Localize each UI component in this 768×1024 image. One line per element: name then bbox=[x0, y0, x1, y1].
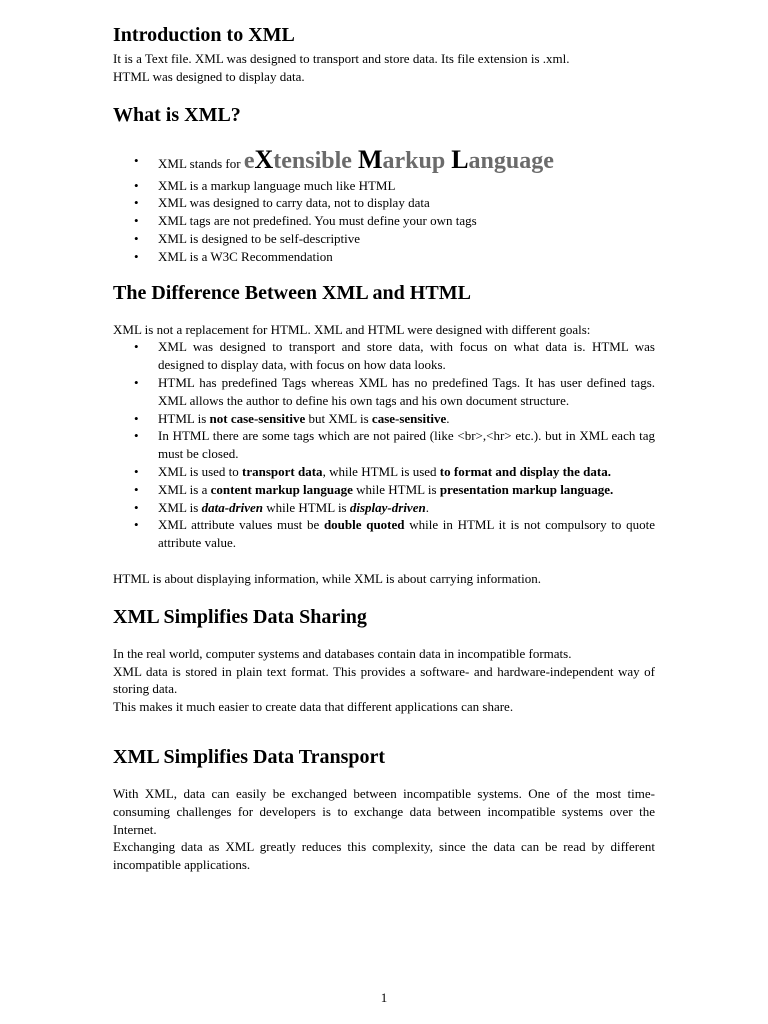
data-transport-body bbox=[113, 785, 655, 874]
bold-text: not case-sensitive bbox=[209, 410, 306, 426]
acronym-expansion bbox=[243, 144, 554, 174]
bold-text: transport data bbox=[242, 463, 323, 479]
list-item-stands-for bbox=[113, 144, 655, 177]
text-run: but XML is bbox=[305, 410, 372, 426]
introduction-line-2: HTML was designed to display data. bbox=[113, 68, 305, 84]
text-run: HTML is bbox=[158, 410, 210, 426]
paragraph: XML data is stored in plain text format. This provides a software- and hardware-independent way of storing data. bbox=[113, 663, 655, 697]
text-run: , while HTML is used bbox=[322, 463, 440, 479]
paragraph: In the real world, computer systems and databases contain data in incompatible formats. bbox=[113, 645, 572, 661]
section-title-data-sharing: XML Simplifies Data Sharing bbox=[113, 605, 367, 628]
bold-text: presentation markup language. bbox=[439, 481, 614, 497]
text-run: while HTML is bbox=[262, 499, 350, 515]
list-item: • XML is a W3C Recommendation bbox=[113, 248, 655, 266]
bold-text: to format and display the data. bbox=[439, 463, 611, 479]
bold-text: content markup language bbox=[210, 481, 353, 497]
list-item: • XML is a markup language much like HTML bbox=[113, 177, 655, 195]
bold-text: double quoted bbox=[323, 517, 405, 533]
acronym-anguage: anguage bbox=[468, 147, 554, 174]
list-item: • HTML has predefined Tags whereas XML has no predefined Tags. It has user defined tags. XML allows the author to define his own tags and his own document structure. bbox=[113, 374, 655, 410]
introduction-body bbox=[113, 50, 655, 86]
difference-intro: XML is not a replacement for HTML. XML and HTML were designed with different goals: bbox=[113, 321, 591, 337]
section-title-difference: The Difference Between XML and HTML bbox=[113, 281, 471, 304]
acronym-M: M bbox=[357, 144, 383, 174]
list-item-content-markup bbox=[113, 481, 655, 499]
data-sharing-body bbox=[113, 645, 655, 716]
bold-text: case-sensitive bbox=[371, 410, 447, 426]
text-run: XML is bbox=[158, 499, 202, 515]
bold-italic-text: display-driven bbox=[349, 499, 426, 515]
difference-closing: HTML is about displaying information, while XML is about carrying information. bbox=[113, 570, 541, 586]
page-number: 1 bbox=[380, 990, 388, 1005]
what-is-xml-list bbox=[113, 144, 655, 266]
acronym-e: e bbox=[243, 147, 255, 174]
text-run: . bbox=[446, 410, 450, 426]
list-item-double-quoted bbox=[113, 516, 655, 552]
document-page bbox=[113, 22, 655, 874]
acronym-L: L bbox=[451, 144, 469, 174]
section-title-data-transport: XML Simplifies Data Transport bbox=[113, 745, 386, 768]
text-run: while HTML is bbox=[352, 481, 440, 497]
list-item-transport-data bbox=[113, 463, 655, 481]
list-item-case-sensitive bbox=[113, 410, 655, 428]
list-item-data-driven bbox=[113, 499, 655, 517]
list-item: • XML was designed to transport and store data, with focus on what data is. HTML was designed to display data, with focus on how data looks. bbox=[113, 338, 655, 374]
paragraph: With XML, data can easily be exchanged between incompatible systems. One of the most time-consuming challenges for developers is to exchange data between incompatible systems over the Internet. bbox=[113, 785, 655, 837]
section-title-what-is-xml: What is XML? bbox=[113, 103, 241, 126]
section-title-introduction: Introduction to XML bbox=[113, 24, 295, 46]
text-run: . bbox=[425, 499, 429, 515]
paragraph: Exchanging data as XML greatly reduces this complexity, since the data can be read by different incompatible applications. bbox=[113, 839, 655, 873]
paragraph: This makes it much easier to create data that different applications can share. bbox=[113, 699, 514, 715]
text-run: XML is used to bbox=[158, 463, 243, 479]
text-run: XML is a bbox=[158, 481, 211, 497]
text-run: while in HTML it is not compulsory to quote attribute value. bbox=[158, 517, 655, 551]
acronym-arkup: arkup bbox=[382, 147, 452, 174]
list-item: • XML tags are not predefined. You must define your own tags bbox=[113, 212, 655, 230]
text-run: XML attribute values must be bbox=[158, 517, 324, 533]
list-item: • In HTML there are some tags which are not paired (like <br>,<hr> etc.). but in XML each tag must be closed. bbox=[113, 427, 655, 463]
acronym-tensible: tensible bbox=[273, 147, 358, 174]
introduction-line-1: It is a Text file. XML was designed to transport and store data. Its file extension is .xml. bbox=[113, 51, 570, 66]
bold-italic-text: data-driven bbox=[201, 499, 263, 515]
stands-for-prefix: XML stands for bbox=[158, 155, 244, 171]
list-item: • XML was designed to carry data, not to display data bbox=[113, 194, 655, 212]
list-item: • XML is designed to be self-descriptive bbox=[113, 230, 655, 248]
acronym-X: X bbox=[254, 144, 274, 174]
difference-list bbox=[113, 338, 655, 552]
